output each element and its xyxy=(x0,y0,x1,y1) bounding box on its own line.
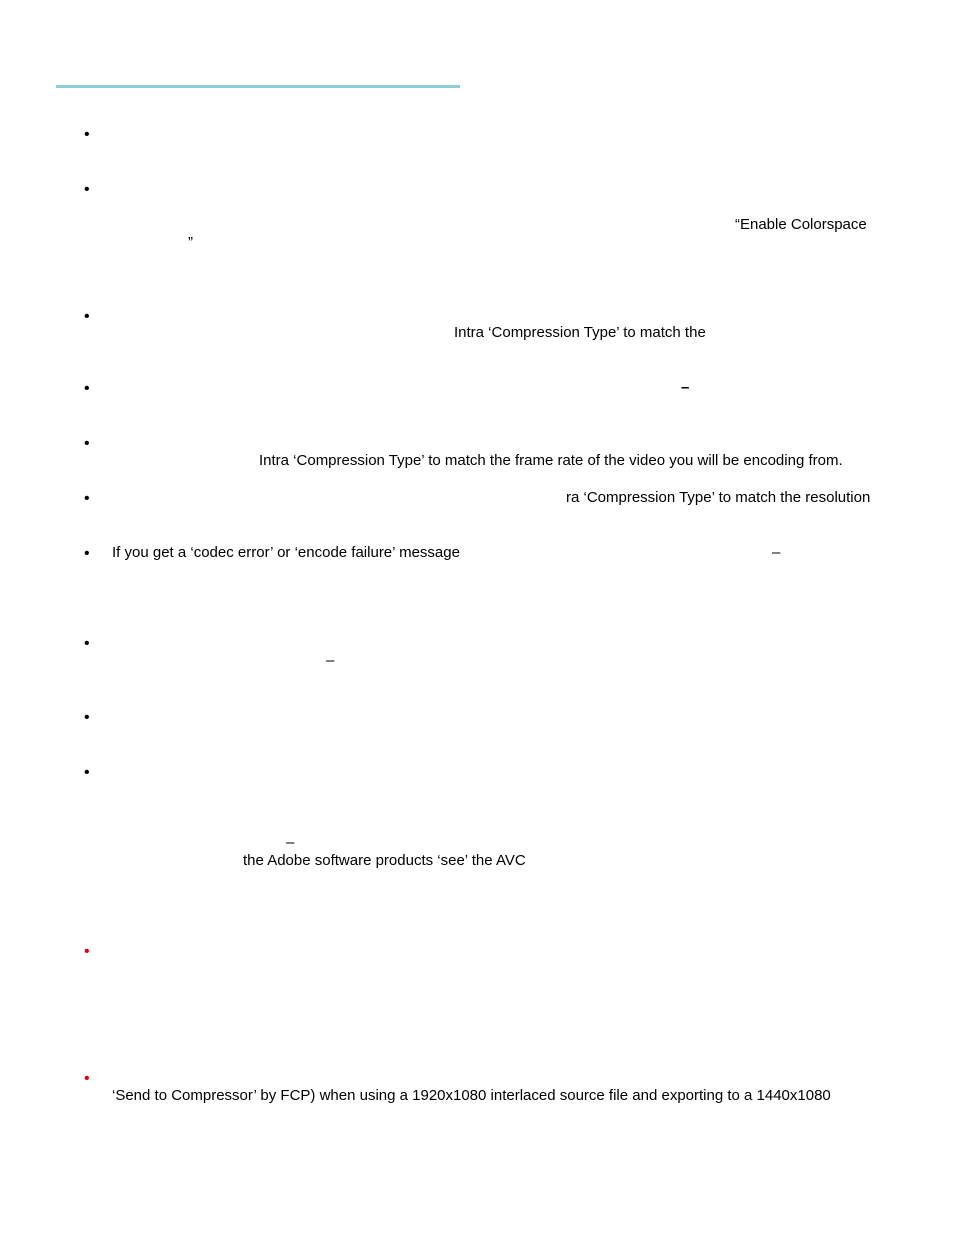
bullet-9: • xyxy=(84,709,90,726)
text-dash-3: – xyxy=(326,652,335,669)
bullet-6: • xyxy=(84,490,90,507)
text-closing-quote: ” xyxy=(188,234,193,251)
text-adobe-avc: the Adobe software products ‘see’ the AVC xyxy=(243,852,526,869)
text-compression-type-resolution: ra ‘Compression Type’ to match the resolution xyxy=(566,489,871,506)
bullet-4: • xyxy=(84,380,90,397)
bullet-1: • xyxy=(84,126,90,143)
text-codec-error: If you get a ‘codec error’ or ‘encode failure’ message xyxy=(112,544,460,561)
bullet-12-warning: • xyxy=(84,1070,90,1087)
bullet-10: • xyxy=(84,764,90,781)
text-intra-frame-rate: Intra ‘Compression Type’ to match the frame rate of the video you will be encoding from. xyxy=(259,452,843,469)
bullet-7: • xyxy=(84,545,90,562)
bullet-3: • xyxy=(84,308,90,325)
text-dash-2: – xyxy=(772,544,781,561)
text-dash-4: – xyxy=(286,834,295,851)
bullet-5: • xyxy=(84,435,90,452)
bullet-11-warning: • xyxy=(84,943,90,960)
text-intra-compression-type-match: Intra ‘Compression Type’ to match the xyxy=(454,324,706,341)
text-send-to-compressor: ‘Send to Compressor’ by FCP) when using a 1920x1080 interlaced source file and exporting to a 1440x1080 xyxy=(112,1087,831,1104)
text-enable-colorspace: “Enable Colorspace xyxy=(735,216,867,233)
section-divider xyxy=(56,85,460,88)
bullet-8: • xyxy=(84,635,90,652)
bullet-2: • xyxy=(84,181,90,198)
text-dash-1: – xyxy=(681,379,690,396)
